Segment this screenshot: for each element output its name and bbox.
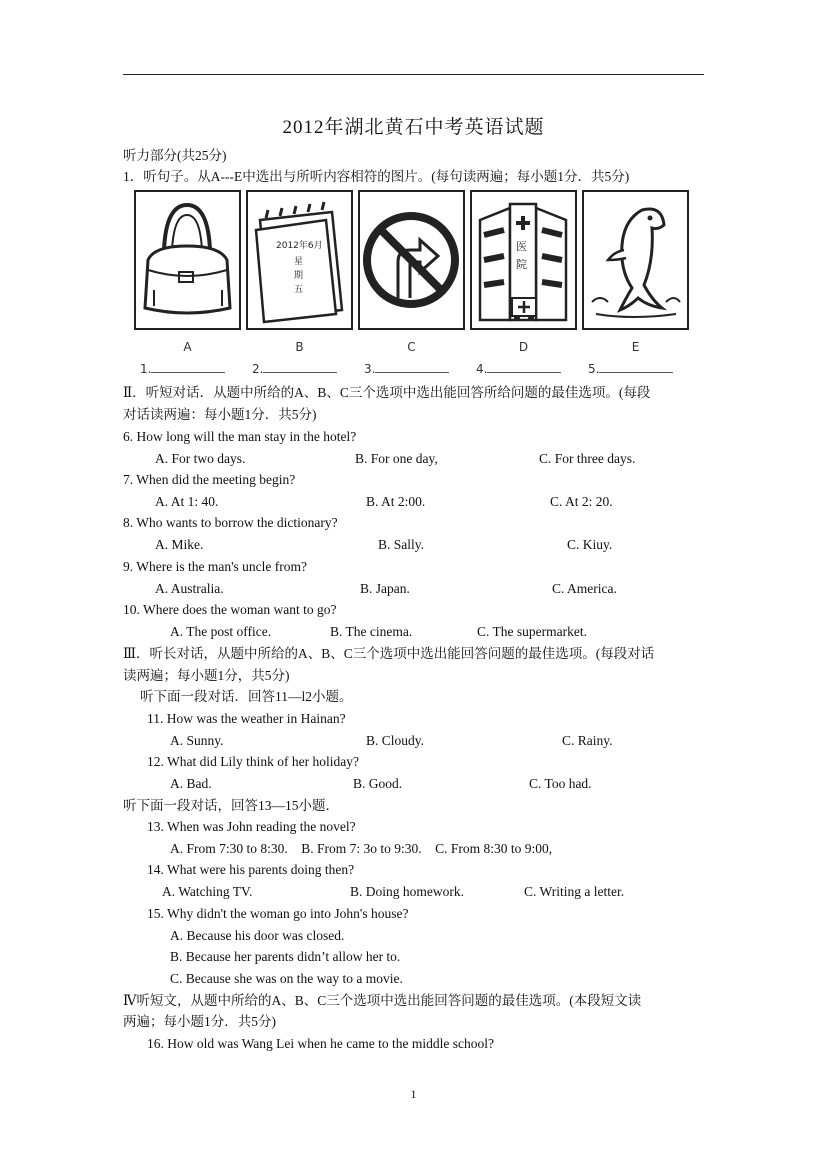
option-15c: C. Because she was on the way to a movie. (170, 971, 403, 986)
answer-blank-1[interactable]: 1. (140, 362, 225, 376)
picture-e (582, 190, 689, 330)
picture-label-e: E (631, 340, 640, 354)
option-6c: C. For three days. (539, 451, 636, 466)
svg-text:星: 星 (294, 257, 304, 267)
option-9a: A. Australia. (155, 581, 224, 596)
option-10c: C. The supermarket. (477, 624, 587, 639)
option-14b: B. Doing homework. (350, 884, 464, 899)
option-10b: B. The cinema. (330, 624, 413, 639)
picture-label-b: B (295, 340, 304, 354)
part1-instruction: 1．听句子。从A---E中选出与所听内容相符的图片。(每句读两遍；每小题1分．共5分) (123, 169, 630, 184)
question-12: 12. What did Lily think of her holiday? (147, 754, 359, 769)
option-9c: C. America. (552, 581, 617, 596)
option-12a: A. Bad. (170, 776, 212, 791)
option-11c: C. Rainy. (562, 733, 613, 748)
option-14c: C. Writing a letter. (524, 884, 625, 899)
option-12b: B. Good. (353, 776, 403, 791)
question-16: 16. How old was Wang Lei when he came to the middle school? (147, 1036, 494, 1051)
answer-blank-5[interactable]: 5. (588, 362, 673, 376)
picture-label-a: A (183, 340, 192, 354)
hospital-icon (470, 190, 577, 330)
option-7b: B. At 2:00. (366, 494, 426, 509)
picture-label-d: D (518, 340, 529, 354)
no-right-turn-sign-icon (358, 190, 465, 330)
option-15a: A. Because his door was closed. (170, 928, 345, 943)
picture-label-c: C (407, 340, 416, 354)
option-8c: C. Kiuy. (567, 537, 613, 552)
calendar-date-text: 2012年6月 (276, 241, 323, 251)
picture-c (358, 190, 465, 330)
answer-blank-3[interactable]: 3. (364, 362, 449, 376)
question-13: 13. When was John reading the novel? (147, 819, 356, 834)
answer-blank-4[interactable]: 4. (476, 362, 561, 376)
question-10: 10. Where does the woman want to go? (123, 602, 337, 617)
option-11a: A. Sunny. (170, 733, 224, 748)
picture-a (134, 190, 241, 330)
option-8b: B. Sally. (378, 537, 425, 552)
option-8a: A. Mike. (155, 537, 204, 552)
part4-instruction-cont: 两遍；每小题1分．共5分) (123, 1014, 276, 1029)
option-9b: B. Japan. (360, 581, 410, 596)
option-15b: B. Because her parents didn’t allow her to. (170, 949, 401, 964)
question-11: 11. How was the weather in Hainan? (147, 711, 346, 726)
part2-instruction-cont: 对话读两遍：每小题1分．共5分) (123, 407, 317, 422)
option-12c: C. Too had. (529, 776, 592, 791)
part2-instruction: Ⅱ．听短对话．从题中所给的A、B、C三个选项中选出能回答所给问题的最佳选项。(每段 (123, 385, 651, 400)
answer-blank-2[interactable]: 2. (252, 362, 337, 376)
picture-options (134, 190, 694, 380)
option-10a: A. The post office. (170, 624, 272, 639)
question-7: 7. When did the meeting begin? (123, 472, 296, 487)
option-7c: C. At 2: 20. (550, 494, 613, 509)
page-title: 2012年湖北黄石中考英语试题 (282, 117, 545, 138)
svg-text:医: 医 (516, 240, 527, 253)
part3-sub-instruction-1: 听下面一段对话．回答11—l2小题。 (140, 689, 353, 704)
options-13: A. From 7:30 to 8:30. B. From 7: 3o to 9:30. C. From 8:30 to 9:00, (170, 841, 553, 856)
dolphin-icon (582, 190, 689, 330)
question-6: 6. How long will the man stay in the hotel? (123, 429, 357, 444)
option-6a: A. For two days. (155, 451, 246, 466)
part3-instruction-cont: 读两遍；每小题1分，共5分) (123, 668, 290, 683)
question-8: 8. Who wants to borrow the dictionary? (123, 515, 338, 530)
option-14a: A. Watching TV. (162, 884, 253, 899)
option-7a: A. At 1: 40. (155, 494, 219, 509)
picture-d (470, 190, 577, 330)
part3-sub-instruction-2: 听下面一段对话，回答13—15小题． (123, 798, 339, 813)
part4-instruction: Ⅳ听短文，从题中所给的A、B、C三个选项中选出能回答问题的最佳选项。(本段短文读 (123, 993, 642, 1008)
option-11b: B. Cloudy. (366, 733, 425, 748)
calendar-icon (246, 190, 353, 330)
question-15: 15. Why didn't the woman go into John's house? (147, 906, 409, 921)
picture-b (246, 190, 353, 330)
header-rule (123, 74, 704, 75)
handbag-icon (134, 190, 241, 330)
question-9: 9. Where is the man's uncle from? (123, 559, 307, 574)
svg-text:五: 五 (294, 285, 304, 295)
option-6b: B. For one day, (355, 451, 438, 466)
question-14: 14. What were his parents doing then? (147, 862, 355, 877)
svg-text:院: 院 (516, 258, 527, 271)
part3-instruction: Ⅲ．听长对话，从题中所给的A、B、C三个选项中选出能回答问题的最佳选项。(每段对话 (123, 646, 655, 661)
svg-text:期: 期 (294, 271, 304, 281)
section-heading: 听力部分(共25分) (123, 148, 227, 163)
page-number: 1 (410, 1087, 417, 1101)
